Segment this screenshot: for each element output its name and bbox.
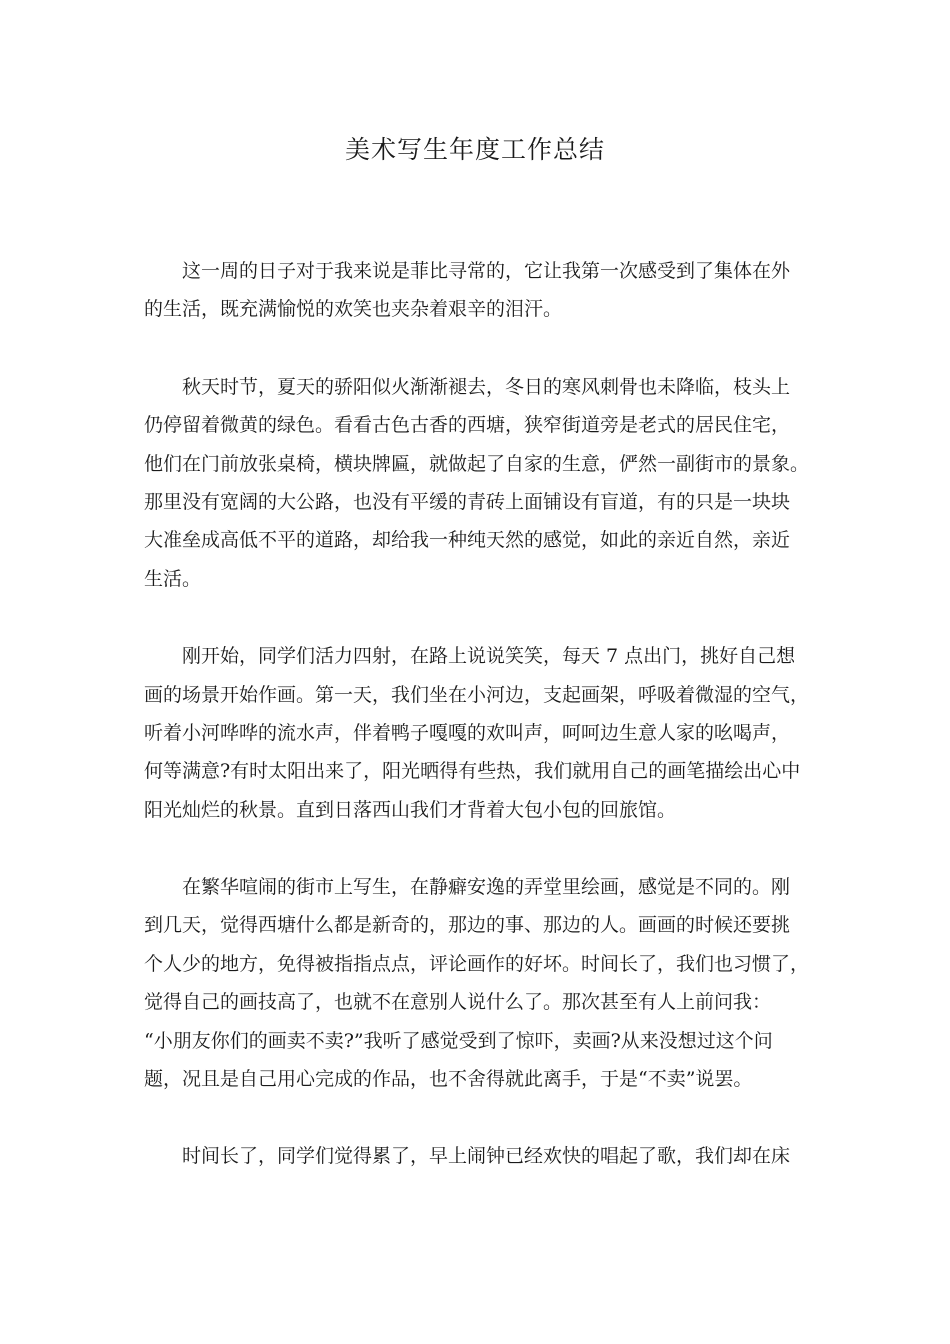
paragraph-line: 阳光灿烂的秋景。直到日落西山我们才背着大包小包的回旅馆。 [144,798,677,821]
paragraph-line: 那里没有宽阔的大公路，也没有平缓的青砖上面铺设有盲道，有的只是一块块 [144,490,791,513]
paragraph-line: 的生活，既充满愉悦的欢笑也夹杂着艰辛的泪汗。 [144,298,563,321]
paragraph-line: 仍停留着微黄的绿色。看看古色古香的西塘，狭窄街道旁是老式的居民住宅， [144,414,791,437]
paragraph-line: 觉得自己的画技高了，也就不在意别人说什么了。那次甚至有人上前问我： [144,991,772,1014]
paragraph-5 [144,1137,812,1175]
paragraph-line: 个人少的地方，免得被指指点点，评论画作的好坏。时间长了，我们也习惯了， [144,952,810,975]
document-title: 美术写生年度工作总结 [344,135,605,164]
paragraph-line: 题，况且是自己用心完成的作品，也不舍得就此离手，于是“不卖”说罢。 [144,1068,753,1091]
paragraph-line: 他们在门前放张桌椅，横块牌匾，就做起了自家的生意，俨然一副街市的景象。 [144,452,810,475]
paragraph-3 [144,637,812,829]
paragraph-line: 刚开始，同学们活力四射，在路上说说笑笑，每天 7 点出门，挑好自己想 [182,645,796,668]
paragraph-line: 大准垒成高低不平的道路，却给我一种纯天然的感觉，如此的亲近自然，亲近 [144,529,791,552]
document-body [144,252,812,1215]
paragraph-line: 何等满意?有时太阳出来了，阳光晒得有些热，我们就用自己的画笔描绘出心中 [144,760,801,783]
paragraph-line: 生活。 [144,567,202,590]
paragraph-1 [144,252,812,329]
paragraph-line: 这一周的日子对于我来说是菲比寻常的，它让我第一次感受到了集体在外 [182,260,791,282]
paragraph-line: 秋天时节，夏天的骄阳似火渐渐褪去，冬日的寒风刺骨也未降临，枝头上 [182,375,791,398]
paragraph-line: 到几天，觉得西塘什么都是新奇的，那边的事、那边的人。画画的时候还要挑 [144,914,791,937]
paragraph-line: 画的场景开始作画。第一天，我们坐在小河边，支起画架，呼吸着微湿的空气， [144,683,810,706]
paragraph-2 [144,368,812,598]
paragraph-4 [144,868,812,1098]
paragraph-line: 听着小河哗哗的流水声，伴着鸭子嘎嘎的欢叫声，呵呵边生意人家的吆喝声， [144,721,791,744]
paragraph-line: 在繁华喧闹的街市上写生，在静癖安逸的弄堂里绘画，感觉是不同的。刚 [182,876,791,899]
paragraph-line: 时间长了，同学们觉得累了，早上闹钟已经欢快的唱起了歌，我们却在床 [182,1145,791,1168]
paragraph-line: “小朋友你们的画卖不卖?”我听了感觉受到了惊吓，卖画?从来没想过这个问 [144,1029,773,1052]
